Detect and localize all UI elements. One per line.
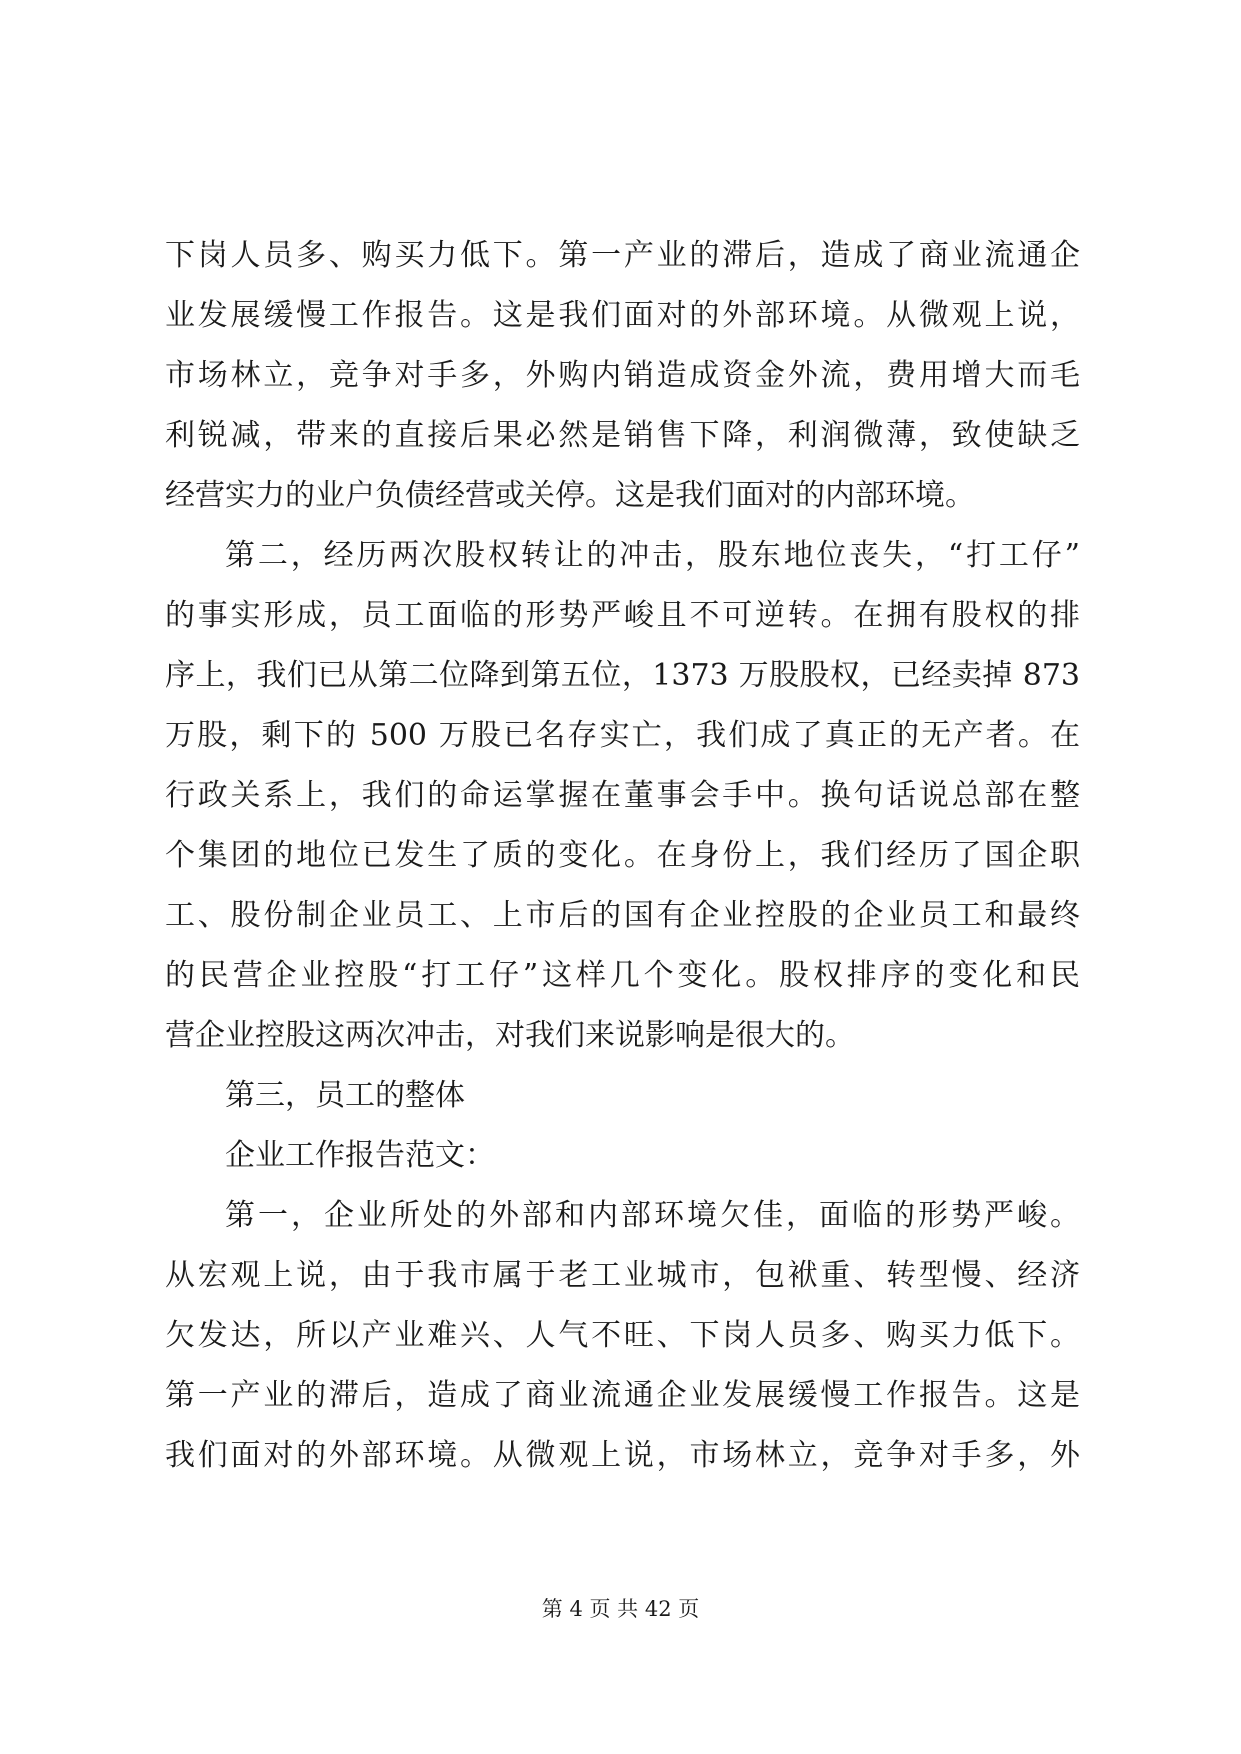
text-line: 工、股份制企业员工、上市后的国有企业控股的企业员工和最终 [165,898,1080,933]
text-line: 序上，我们已从第二位降到第五位，1373 万股股权，已经卖掉 873 [165,658,1080,693]
text-line: 万股，剩下的 500 万股已名存实亡，我们成了真正的无产者。在 [165,718,1080,753]
text-line: 个集团的地位已发生了质的变化。在身份上，我们经历了国企职 [165,838,1080,873]
text-line: 业发展缓慢工作报告。这是我们面对的外部环境。从微观上说， [165,298,1080,333]
text-line: 营企业控股这两次冲击，对我们来说影响是很大的。 [165,1018,855,1053]
text-line: 经营实力的业户负债经营或关停。这是我们面对的内部环境。 [165,478,975,513]
text-line: 的事实形成，员工面临的形势严峻且不可逆转。在拥有股权的排 [165,598,1080,633]
text-line: 市场林立，竞争对手多，外购内销造成资金外流，费用增大而毛 [165,358,1080,393]
text-line: 第一产业的滞后，造成了商业流通企业发展缓慢工作报告。这是 [165,1378,1080,1413]
text-line: 企业工作报告范文： [225,1138,495,1173]
text-line: 行政关系上，我们的命运掌握在董事会手中。换句话说总部在整 [165,778,1080,813]
text-line: 第一，企业所处的外部和内部环境欠佳，面临的形势严峻。 [225,1198,1080,1233]
text-line: 从宏观上说，由于我市属于老工业城市，包袱重、转型慢、经济 [165,1258,1080,1293]
text-line: 欠发达，所以产业难兴、人气不旺、下岗人员多、购买力低下。 [165,1318,1080,1353]
page-footer: 第 4 页 共 42 页 [541,1597,700,1621]
text-line: 的民营企业控股“打工仔”这样几个变化。股权排序的变化和民 [165,958,1080,993]
text-line: 下岗人员多、购买力低下。第一产业的滞后，造成了商业流通企 [165,238,1080,273]
text-line: 第三，员工的整体 [225,1078,465,1113]
document-body [165,226,1080,1486]
text-line: 第二，经历两次股权转让的冲击，股东地位丧失，“打工仔” [225,538,1080,573]
text-line: 我们面对的外部环境。从微观上说，市场林立，竞争对手多，外 [165,1438,1080,1473]
text-line: 利锐减，带来的直接后果必然是销售下降，利润微薄，致使缺乏 [165,418,1080,453]
